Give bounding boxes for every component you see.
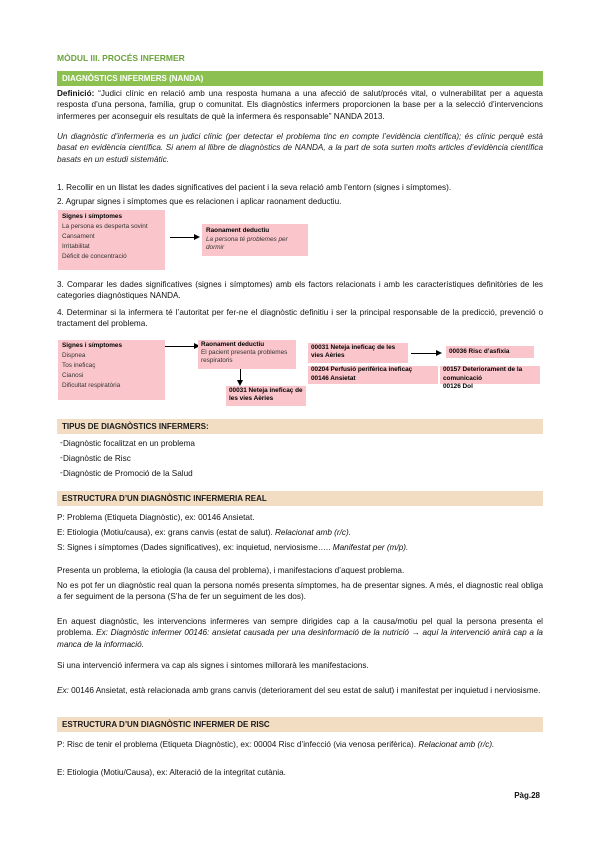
real-para-5 (57, 685, 543, 696)
deductive-title: Raonament deductiu (206, 227, 270, 234)
diagnosis-label: 00036 Risc d’asfixia (449, 348, 510, 355)
type-item: Diagnòstic de Risc (63, 454, 131, 463)
step-2: 2. Agrupar signes i símptomes que es relacionen i aplicar raonament deductiu. (57, 197, 342, 206)
definition-text: “Judici clínic en relació amb una resposta humana a una afecció de salut/procés vital, o vulnerabilitat per a aquesta resposta d’una persona, família, grup o comunitat. Els diagnòstics infermers proporcionen la base per a la selecció d’intervencions infermeres per aconseguir els resultats de què la infermera és responsable” NANDA 2013. (57, 89, 543, 121)
arrow-right (165, 346, 197, 347)
risk-p-line (57, 739, 543, 750)
signs-box-title: Signes i símptomes (62, 342, 123, 349)
list-bullet: - (60, 468, 63, 477)
list-bullet: - (60, 438, 63, 447)
diagnosis-label: 00157 Deteriorament de la comunicació (443, 366, 523, 382)
real-p-line: P: Problema (Etiqueta Diagnòstic), ex: 00146 Ansietat. (57, 513, 255, 522)
list-bullet: - (60, 453, 63, 462)
diagnosis-label: 00126 Dol (443, 383, 473, 390)
diagnosis-box-right (446, 346, 534, 358)
reasoning-title: Raonament deductiu (201, 341, 265, 348)
arrow-right (170, 237, 196, 238)
reasoning-box-2 (198, 340, 296, 369)
diagnosis-box-down (226, 386, 306, 406)
deductive-result: La persona té problemes per dormir (206, 236, 288, 251)
sign-item: Cianosi (62, 372, 84, 379)
signs-box-title: Signes i símptomes (62, 213, 123, 220)
section-title-risk: ESTRUCTURA D’UN DIAGNÒSTIC INFERMER DE RISC (57, 717, 543, 732)
arrow-head (194, 234, 200, 240)
section-title-real: ESTRUCTURA D’UN DIAGNÒSTIC INFERMERIA REAL (57, 491, 543, 506)
real-s-text: S: Signes i símptomes (Dades significatives), ex: inquietud, nerviosisme….. (57, 543, 331, 552)
sign-item: Tos ineficaç (62, 362, 96, 369)
real-para-3-text: En aquest diagnòstic, les intervencions infermeres van sempre dirigides cap a la causa/motiu pel qual la persona presenta el problema. (57, 617, 543, 638)
arrow-right (411, 353, 439, 354)
real-s-italic: Manifestat per (m/p). (332, 543, 409, 552)
sign-item: Dèficit de concentració (62, 253, 127, 260)
diagnosis-box-mid (308, 343, 408, 363)
page-number: Pàg.28 (514, 791, 540, 800)
signs-box-1 (58, 210, 165, 270)
risk-e-line: E: Etiologia (Motiu/Causa), ex: Alteració de la integritat cutània. (57, 768, 286, 777)
real-para-4: Si una intervenció infermera va cap als signes i sintomes millorarà les manifestacions. (57, 661, 369, 670)
sign-item: La persona es desperta sovint (62, 223, 148, 230)
real-e-line (57, 527, 543, 538)
reasoning-text: El pacient presenta problemes respiratoris (201, 349, 288, 364)
diagnosis-label: 00204 Perfusió perifèrica ineficaç (311, 366, 413, 373)
real-para-3-example: Ex: Diagnòstic infermer 00146: ansietat causada per una desinformació de la nutrició → aquí la intervenció anirà cap a la manca de la informació. (57, 628, 543, 649)
real-e-italic: Relacionat amb (r/c). (274, 528, 351, 537)
sign-item: Irritabilitat (62, 243, 90, 250)
type-item: Diagnòstic de Promoció de la Salud (63, 469, 193, 478)
sign-item: Dificultat respiratòria (62, 382, 121, 389)
risk-p-italic: Relacionat amb (r/c). (418, 740, 495, 749)
italic-note: Un diagnòstic d’infermeria es un judici clínic (per detectar el problema tinc en compte l’evidència científica); és clínic perquè està basat en evidència científica. Si anem al llibre de diagnòstics de NANDA, a la part de sota surten molts articles d’evidència científica basats en un estudi sistemàtic. (57, 132, 543, 164)
step-1: 1. Recollir en un llistat les dades significatives del pacient i la seva relació amb l’entorn (signes i símptomes). (57, 183, 452, 192)
diagnosis-label: 00031 Neteja ineficaç de les vies Aèries (229, 387, 303, 402)
real-para-2: No es pot fer un diagnòstic real quan la persona només presenta símptomes, ha de presentar signes. A més, el diagnostic real obliga a fer seguiment de la persona (S’ha de fer un seguiment de les dos). (57, 581, 543, 602)
definition-paragraph (57, 88, 543, 122)
definition-label: Definició: (57, 89, 95, 98)
sign-item: Cansament (62, 233, 95, 240)
step-4: 4. Determinar si la infermera té l’autoritat per fer-ne el diagnòstic definitiu i ser la principal responsable de la predicció, prevenció o tractament del problema. (57, 308, 543, 329)
risk-p-text: P: Risc de tenir el problema (Etiqueta Diagnòstic), ex: 00004 Risc d’infecció (via venosa perifèrica). (57, 740, 417, 749)
module-header: MÒDUL III. PROCÉS INFERMER (57, 53, 185, 63)
real-para-3 (57, 616, 543, 650)
diagnosis-box-lower-left (308, 366, 438, 384)
real-s-line (57, 542, 543, 553)
sign-item: Dispnea (62, 352, 86, 359)
type-item: Diagnòstic focalitzat en un problema (63, 439, 195, 448)
real-para-5-ex: Ex: (57, 686, 69, 695)
step-3: 3. Comparar les dades significatives (signes i símptomes) amb els factors relacionats i amb les característiques definitòries de les categories diagnòstiques NANDA. (57, 280, 543, 301)
real-e-text: E: Etiologia (Motiu/causa), ex: grans canvis (estat de salut). (57, 528, 273, 537)
signs-box-2 (58, 340, 165, 400)
arrow-head (436, 350, 442, 356)
diagnosis-label: 00146 Ansietat (311, 374, 356, 382)
diagnosis-box-lower-right (440, 366, 540, 390)
diagnosis-label: 00031 Neteja ineficaç de les vies Aèries (311, 344, 396, 359)
section-title-nanda: DIAGNÒSTICS INFERMERS (NANDA) (57, 71, 543, 86)
real-para-1: Presenta un problema, la etiologia (la causa del problema), i manifestacions d’aquest problema. (57, 566, 405, 575)
section-title-types: TIPUS DE DIAGNÒSTICS INFERMERS: (57, 419, 543, 434)
real-para-5-text: 00146 Ansietat, està relacionada amb grans canvis (deteriorament del seu estat de salut) i manifestat per inquietud i nerviosisme. (71, 686, 541, 695)
deductive-result-box (202, 224, 308, 256)
